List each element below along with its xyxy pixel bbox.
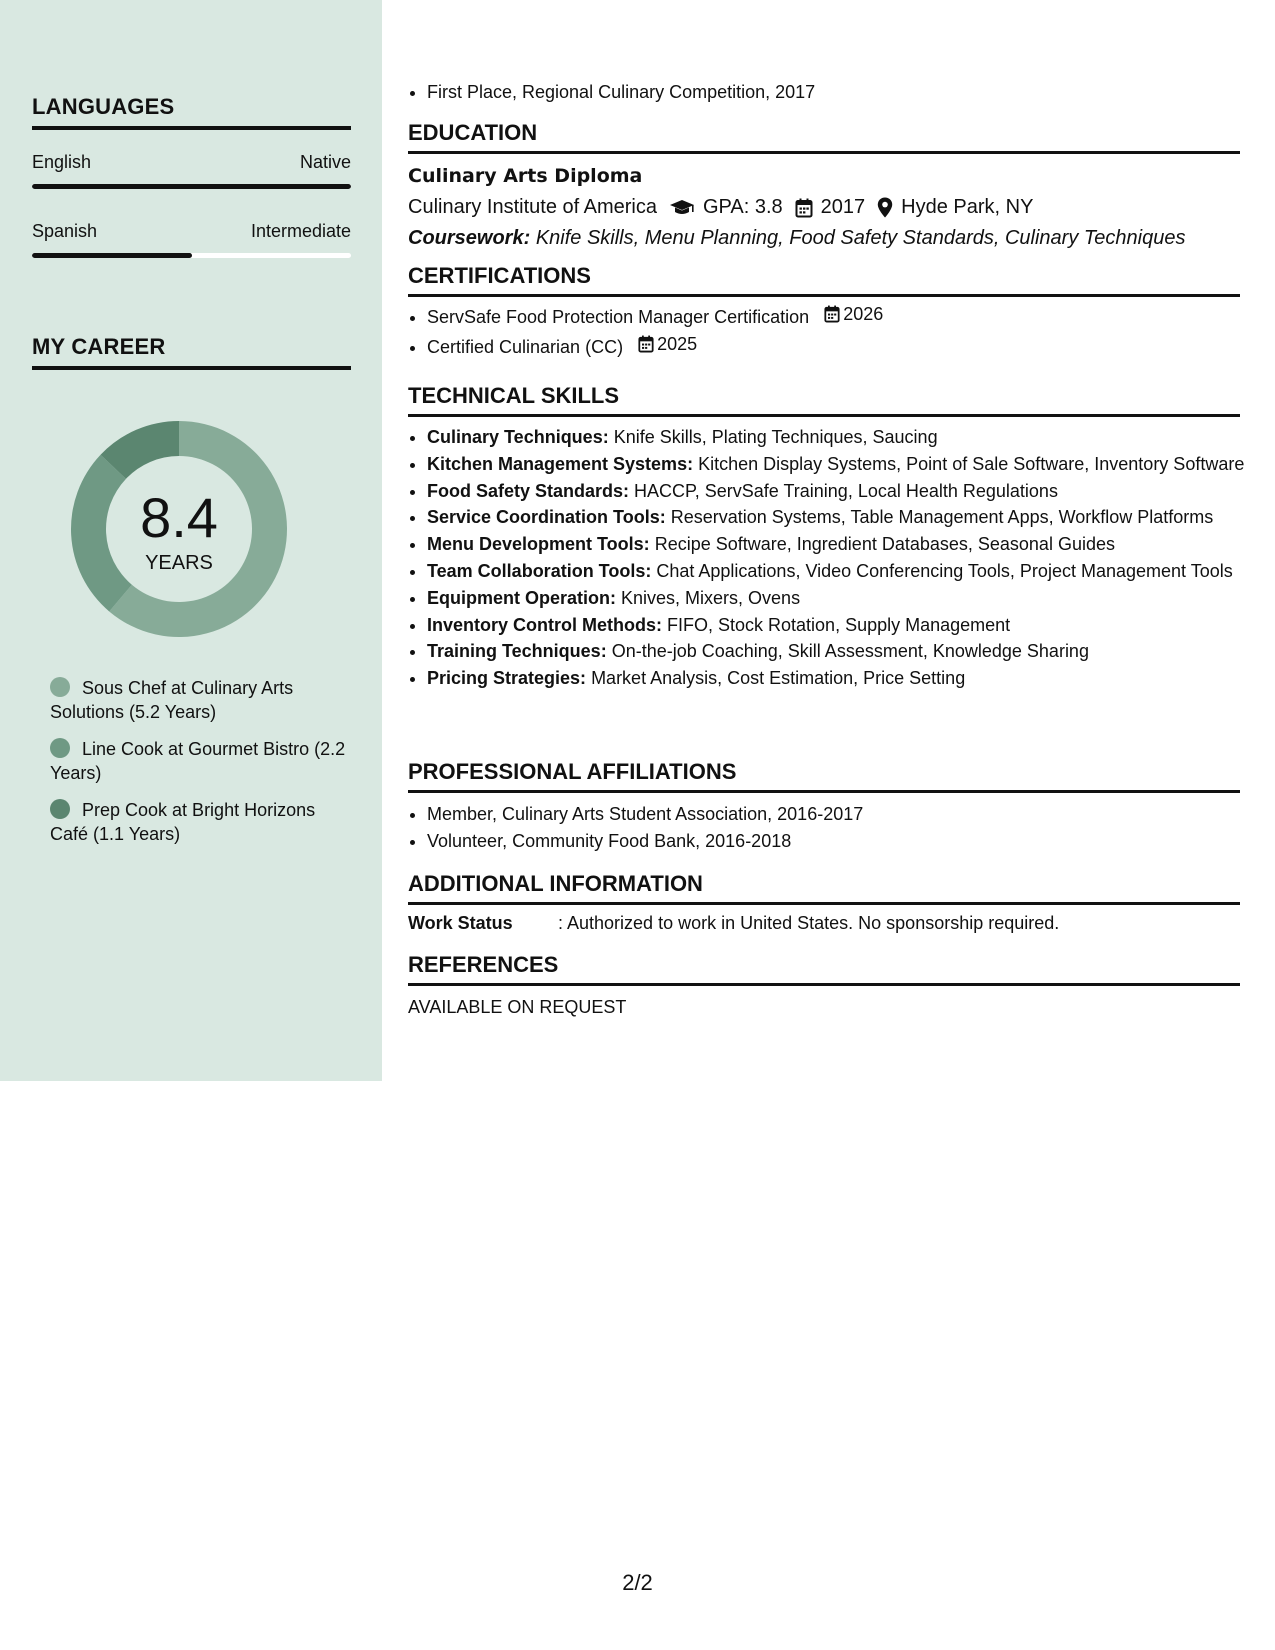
coursework-label: Coursework:: [408, 227, 531, 249]
language-row-english: [32, 152, 351, 173]
language-bar-english: [32, 184, 351, 189]
education-school: Culinary Institute of America: [408, 196, 657, 218]
skill-label: Culinary Techniques:: [427, 427, 609, 447]
skill-item: [427, 613, 1259, 637]
skill-item: [427, 586, 1259, 610]
language-bar-spanish: [32, 253, 351, 258]
skill-value: FIFO, Stock Rotation, Supply Management: [667, 614, 1011, 635]
skill-item: [427, 452, 1259, 476]
skill-label: Menu Development Tools:: [427, 534, 650, 555]
page-number: 2/2: [622, 1570, 653, 1595]
skill-item: [427, 479, 1259, 503]
language-bar-fill: [32, 184, 351, 189]
career-donut-chart: [64, 414, 294, 644]
career-donut-segment-2: [71, 455, 132, 612]
education-gpa: GPA: 3.8: [703, 196, 783, 218]
career-total-years: 8.4: [140, 486, 218, 549]
skill-label: Kitchen Management Systems:: [427, 453, 694, 474]
certification-item: [427, 302, 1259, 329]
skill-item: [427, 532, 1259, 556]
affiliation-item: • Member, Culinary Arts Student Association, 2016-2017: [427, 802, 1259, 826]
skill-value: Market Analysis, Cost Estimation, Price Setting: [591, 668, 966, 689]
skill-item: [427, 559, 1259, 583]
language-name: English: [32, 152, 92, 172]
career-legend-label: Sous Chef at Culinary Arts Solutions (5.2 Years): [50, 678, 294, 722]
skill-label: Team Collaboration Tools:: [427, 560, 652, 581]
career-total-unit: YEARS: [145, 552, 213, 574]
skill-value: Knife Skills, Plating Techniques, Saucing: [613, 427, 938, 447]
career-heading: MY CAREER: [32, 334, 351, 370]
certification-item: [427, 332, 1259, 359]
affiliations-list: [408, 802, 1259, 856]
certifications-list: [408, 302, 1259, 362]
award-item: • First Place, Regional Culinary Competition, 2017: [427, 80, 1259, 104]
skill-value: On-the-job Coaching, Skill Assessment, Knowledge Sharing: [611, 641, 1089, 662]
education-location: Hyde Park, NY: [901, 196, 1034, 218]
references-heading: REFERENCES: [408, 952, 1240, 986]
skill-label: Service Coordination Tools:: [427, 507, 666, 528]
work-status-value: : Authorized to work in United States. No sponsorship required.: [558, 913, 1060, 933]
calendar-icon: [795, 198, 813, 218]
language-row-spanish: [32, 221, 351, 242]
work-status-label: Work Status: [408, 913, 513, 933]
education-year: 2017: [820, 196, 866, 218]
language-level: Intermediate: [250, 221, 351, 241]
language-level: Native: [299, 152, 351, 172]
career-legend-label: Prep Cook at Bright Horizons Café (1.1 Years): [50, 800, 316, 844]
skill-item: [427, 425, 1259, 449]
affiliation-item: • Volunteer, Community Food Bank, 2016-2018: [427, 829, 1259, 853]
legend-dot-icon: [50, 738, 70, 758]
career-legend-item: [50, 737, 350, 785]
skill-label: Equipment Operation:: [427, 587, 616, 608]
skill-label: Pricing Strategies:: [427, 668, 587, 689]
skill-value: Chat Applications, Video Conferencing Tools, Project Management Tools: [656, 560, 1233, 581]
graduation-cap-icon: [669, 199, 695, 217]
language-bar-fill: [32, 253, 192, 258]
legend-dot-icon: [50, 799, 70, 819]
additional-info-heading: ADDITIONAL INFORMATION: [408, 871, 1240, 905]
calendar-icon: [638, 335, 654, 353]
career-legend-label: Line Cook at Gourmet Bistro (2.2 Years): [50, 739, 346, 783]
certifications-heading: CERTIFICATIONS: [408, 263, 1240, 297]
certification-name: ServSafe Food Protection Manager Certification: [427, 307, 810, 327]
legend-dot-icon: [50, 677, 70, 697]
education-heading: EDUCATION: [408, 120, 1240, 154]
education-details: [408, 196, 1033, 219]
skill-value: Recipe Software, Ingredient Databases, Seasonal Guides: [654, 534, 1115, 555]
certification-name: Certified Culinarian (CC): [427, 336, 624, 357]
skill-item: [427, 505, 1259, 529]
work-status: [408, 913, 1059, 934]
certification-year: 2026: [843, 304, 884, 324]
skill-item: [427, 666, 1259, 690]
awards-list: [408, 80, 1259, 107]
skill-label: Inventory Control Methods:: [427, 614, 662, 635]
career-legend-item: [50, 676, 350, 724]
education-coursework: [408, 227, 1185, 250]
language-name: Spanish: [32, 221, 98, 241]
certification-year: 2025: [657, 333, 698, 354]
technical-skills-heading: TECHNICAL SKILLS: [408, 383, 1240, 417]
skill-value: Kitchen Display Systems, Point of Sale Software, Inventory Software: [698, 453, 1245, 474]
references-text: AVAILABLE ON REQUEST: [408, 997, 627, 1017]
sidebar: [0, 0, 382, 1081]
career-legend-item: [50, 798, 350, 846]
skill-item: [427, 639, 1259, 663]
skill-value: Knives, Mixers, Ovens: [621, 587, 801, 608]
skill-value: Reservation Systems, Table Management Apps, Workflow Platforms: [670, 507, 1214, 528]
skill-label: Food Safety Standards:: [427, 480, 630, 501]
languages-heading: LANGUAGES: [32, 94, 351, 130]
career-legend: [50, 676, 350, 859]
calendar-icon: [824, 305, 840, 323]
affiliations-heading: PROFESSIONAL AFFILIATIONS: [408, 759, 1240, 793]
coursework-value: Knife Skills, Menu Planning, Food Safety Standards, Culinary Techniques: [535, 227, 1186, 249]
technical-skills-list: [408, 425, 1259, 693]
education-degree: Culinary Arts Diploma: [408, 165, 643, 187]
location-pin-icon: [877, 197, 893, 218]
skill-value: HACCP, ServSafe Training, Local Health Regulations: [634, 480, 1058, 501]
skill-label: Training Techniques:: [427, 641, 607, 662]
